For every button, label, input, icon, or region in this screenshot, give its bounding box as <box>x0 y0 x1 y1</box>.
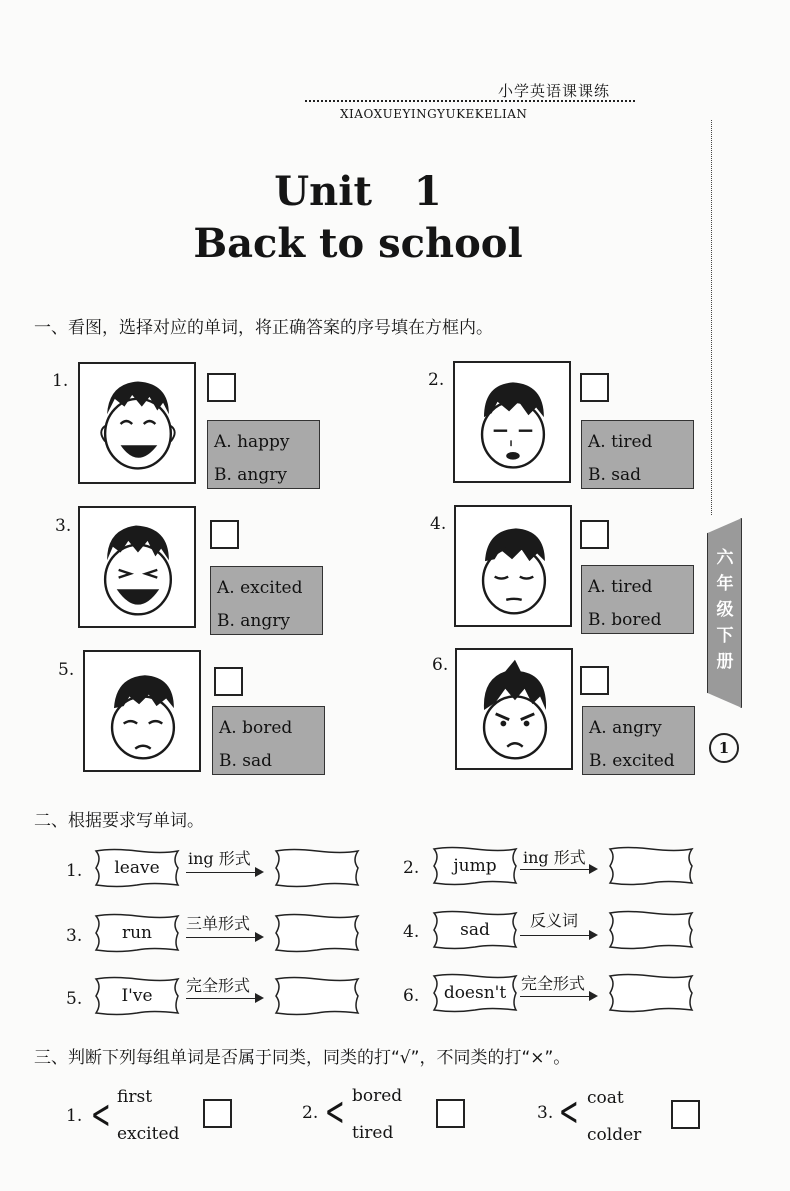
face-picture <box>453 361 571 483</box>
option-a: A. excited <box>217 578 303 598</box>
answer-box[interactable] <box>210 520 239 549</box>
arrow-icon <box>186 998 262 999</box>
source-word <box>92 848 182 888</box>
rule-label: 反义词 <box>530 911 579 930</box>
bracket-icon: < <box>558 1089 579 1135</box>
option-b: B. excited <box>589 751 675 771</box>
rule-label: ing 形式 <box>188 849 251 868</box>
excited-face-icon <box>80 508 194 626</box>
option-b: B. angry <box>217 611 290 631</box>
section-heading-1: 一、看图，选择对应的单词，将正确答案的序号填在方框内。 <box>34 318 493 338</box>
item-number: 2. <box>302 1103 319 1123</box>
answer-box[interactable] <box>203 1099 232 1128</box>
face-picture <box>78 506 196 628</box>
item-number: 3. <box>537 1103 554 1123</box>
word-bottom: excited <box>117 1124 180 1144</box>
answer-box[interactable] <box>214 667 243 696</box>
brand-pinyin: XIAOXUEYINGYUKEKELIAN <box>340 107 528 121</box>
grade-label: 六年级下册 <box>716 548 734 672</box>
word-text: run <box>121 923 153 943</box>
tired-face-icon <box>455 363 569 481</box>
unit-subtitle: Back to school <box>193 220 523 267</box>
item-number: 1. <box>66 861 83 881</box>
answer-field[interactable] <box>606 910 696 950</box>
face-picture <box>78 362 196 484</box>
item-number: 5. <box>66 989 83 1009</box>
source-word <box>430 910 520 950</box>
bored-face-icon <box>456 507 570 625</box>
option-a: A. tired <box>588 577 653 597</box>
option-b: B. angry <box>214 465 287 485</box>
word-text: jump <box>453 856 497 876</box>
item-number: 1. <box>52 371 69 391</box>
options-box <box>210 566 323 635</box>
answer-field[interactable] <box>606 846 696 886</box>
word-top: first <box>117 1087 153 1107</box>
answer-field[interactable] <box>272 913 362 953</box>
word-top: bored <box>352 1086 403 1106</box>
word-text: I've <box>121 986 153 1006</box>
section-heading-3: 三、判断下列每组单词是否属于同类，同类的打“√”，不同类的打“×”。 <box>34 1048 571 1068</box>
source-word <box>92 913 182 953</box>
arrow-icon <box>186 937 262 938</box>
options-box <box>212 706 325 775</box>
rule-label: 完全形式 <box>186 976 251 995</box>
rule-label: ing 形式 <box>523 848 586 867</box>
bracket-icon: < <box>324 1089 345 1135</box>
item-number: 2. <box>428 370 445 390</box>
answer-box[interactable] <box>580 520 609 549</box>
source-word <box>430 846 520 886</box>
word-text: sad <box>460 920 490 940</box>
item-number: 4. <box>403 922 420 942</box>
word-text: doesn't <box>443 983 507 1003</box>
section-heading-2: 二、根据要求写单词。 <box>34 811 204 831</box>
brand-title: 小学英语课课练 <box>498 82 611 100</box>
rule-label: 完全形式 <box>521 974 586 993</box>
options-box <box>581 565 694 634</box>
option-a: A. angry <box>589 718 662 738</box>
happy-face-icon <box>80 364 194 482</box>
item-number: 2. <box>403 858 420 878</box>
item-number: 4. <box>430 514 447 534</box>
arrow-icon <box>186 872 262 873</box>
item-number: 1. <box>66 1106 83 1126</box>
item-number: 6. <box>432 655 449 675</box>
answer-box[interactable] <box>671 1100 700 1129</box>
option-b: B. bored <box>588 610 662 630</box>
arrow-icon <box>520 869 596 870</box>
item-number: 3. <box>66 926 83 946</box>
item-number: 6. <box>403 986 420 1006</box>
unit-title: Unit 1 <box>274 168 442 215</box>
header-rule <box>305 100 635 102</box>
page-number: 1 <box>709 733 739 763</box>
face-picture <box>455 648 573 770</box>
word-text: leave <box>114 858 160 878</box>
answer-field[interactable] <box>272 848 362 888</box>
word-bottom: tired <box>352 1123 394 1143</box>
bracket-icon: < <box>90 1092 111 1138</box>
arrow-icon <box>520 996 596 997</box>
source-word <box>430 973 520 1013</box>
options-box <box>207 420 320 489</box>
answer-field[interactable] <box>272 976 362 1016</box>
angry-face-icon <box>457 650 571 768</box>
answer-field[interactable] <box>606 973 696 1013</box>
options-box <box>581 420 694 489</box>
option-a: A. bored <box>219 718 293 738</box>
option-a: A. happy <box>214 432 290 452</box>
word-top: coat <box>587 1088 624 1108</box>
word-bottom: colder <box>587 1125 642 1145</box>
source-word <box>92 976 182 1016</box>
option-a: A. tired <box>588 432 653 452</box>
answer-box[interactable] <box>580 373 609 402</box>
answer-box[interactable] <box>207 373 236 402</box>
answer-box[interactable] <box>436 1099 465 1128</box>
answer-box[interactable] <box>580 666 609 695</box>
face-picture <box>454 505 572 627</box>
sad-face-icon <box>85 652 199 770</box>
item-number: 3. <box>55 516 72 536</box>
options-box <box>582 706 695 775</box>
option-b: B. sad <box>588 465 642 485</box>
rule-label: 三单形式 <box>186 914 251 933</box>
face-picture <box>83 650 201 772</box>
item-number: 5. <box>58 660 75 680</box>
option-b: B. sad <box>219 751 273 771</box>
arrow-icon <box>520 935 596 936</box>
